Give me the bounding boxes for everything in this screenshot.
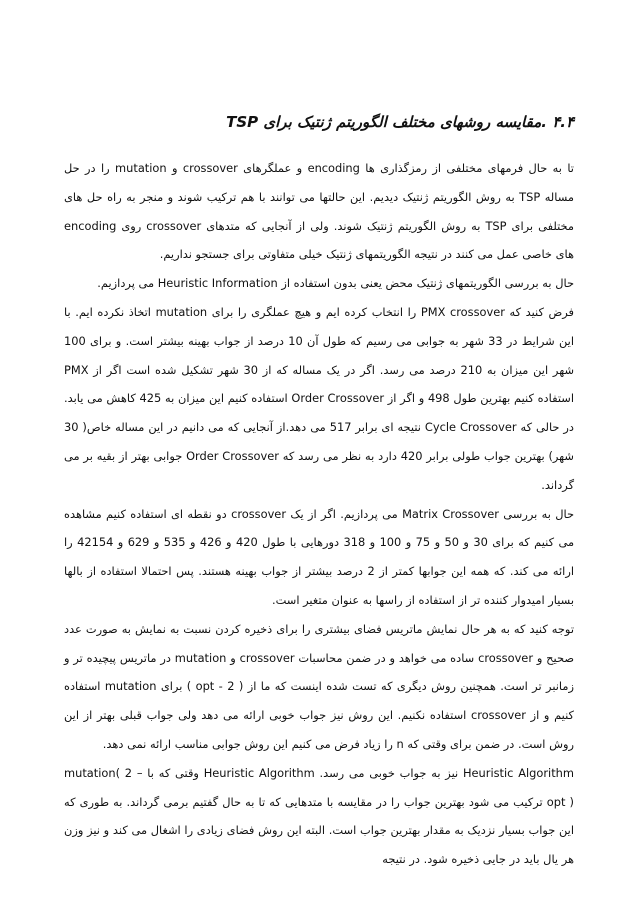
paragraph-heuristic-algorithm: Heuristic Algorithm نیز به جواب خوبی می رسد. Heuristic Algorithm وقتی که با mutation( 2 – opt ) ترکیب می شود بهترین جواب را در مقایسه با متدهایی که تا به حال گفتیم برمی گرداند. به طوری که این جواب بسیار نزدیک به مقدار بهترین جواب است. البته این روش فضای زیادی را اشغال می کند و نیز وزن هر یال باید در جایی ذخیره شود. در نتیجه	[64, 765, 575, 867]
section-heading: ۴.۴ .مقایسه روشهای مختلف الگوریتم ژنتیک برای TSP	[226, 113, 574, 131]
paragraph-pure-ga: حال به بررسی الگوریتمهای ژنتیک محض یعنی بدون استفاده از Heuristic Information می پردازیم.	[97, 276, 574, 291]
document-page	[64, 112, 574, 874]
paragraph-matrix-crossover: حال به بررسی Matrix Crossover می پردازیم. اگر از یک crossover دو نقطه ای استفاده کنیم مشاهده می کنیم که برای 30 و 50 و 75 و 100 و 318 دورهایی با طول 420 و 426 و 535 و 629 و 42154 را ارائه می کند. که همه این جوابها کمتر از 2 درصد بیشتر از جواب بهینه هستند. پس احتمالا استفاده از بالها بسیار امیدوار کننده تر از استفاده از راسها به عنوان متغیر است.	[64, 506, 575, 607]
paragraph-matrix-representation: توجه کنید که به هر حال نمایش ماتریس فضای بیشتری را برای ذخیره کردن نسبت به نمایش به صورت عدد صحیح و crossover ساده می خواهد و در ضمن محاسبات crossover و mutation در ماتریس پیچیده تر و زمانبر تر است. همچنین روش دیگری که تست شده اینست که ما از ( 2 - opt ) برای mutation استفاده کنیم و از crossover استفاده نکنیم. این روش نیز جواب خوبی ارائه می دهد ولی جواب قبلی بهتر از این روش است. در ضمن برای وقتی که n را زیاد فرض می کنیم این روش جوابی مناسب ارائه نمی دهد.	[64, 621, 575, 751]
paragraph-intro: تا به حال فرمهای مختلفی از رمزگذاری ها encoding و عملگرهای crossover و mutation را در حل مساله TSP به روش الگوریتم ژنتیک دیدیم. این حالتها می توانند با هم ترکیب شوند و منجر به راه حل های مختلفی برای TSP به روش الگوریتم ژنتیک شوند. ولی از آنجایی که متدهای crossover روی encoding های خاصی عمل می کنند در نتیجه الگوریتمهای ژنتیک خیلی متفاوتی برای جستجو نداریم.	[64, 161, 575, 262]
paragraph-pmx-results: فرض کنید که PMX crossover را انتخاب کرده ایم و هیچ عملگری را برای mutation اتخاذ نکرده ایم. با این شرایط در 33 شهر به جوابی می رسیم که طول آن 10 درصد از جواب بهینه بیشتر است. و برای 100 شهر این میزان به 210 درصد می رسد. اگر در یک مساله که از 30 شهر تشکیل شده است اگر از PMX استفاده کنیم بهترین طول 498 و اگر از Order Crossover استفاده کنیم این میزان به 425 کاهش می یابد. در حالی که Cycle Crossover نتیجه ای برابر 517 می دهد.از آنجایی که می دانیم در این مساله خاص( 30 شهر) بهترین جواب طولی برابر 420 دارد به نظر می رسد که Order Crossover جوابی بهتر از بقیه بر می گرداند.	[64, 304, 574, 492]
